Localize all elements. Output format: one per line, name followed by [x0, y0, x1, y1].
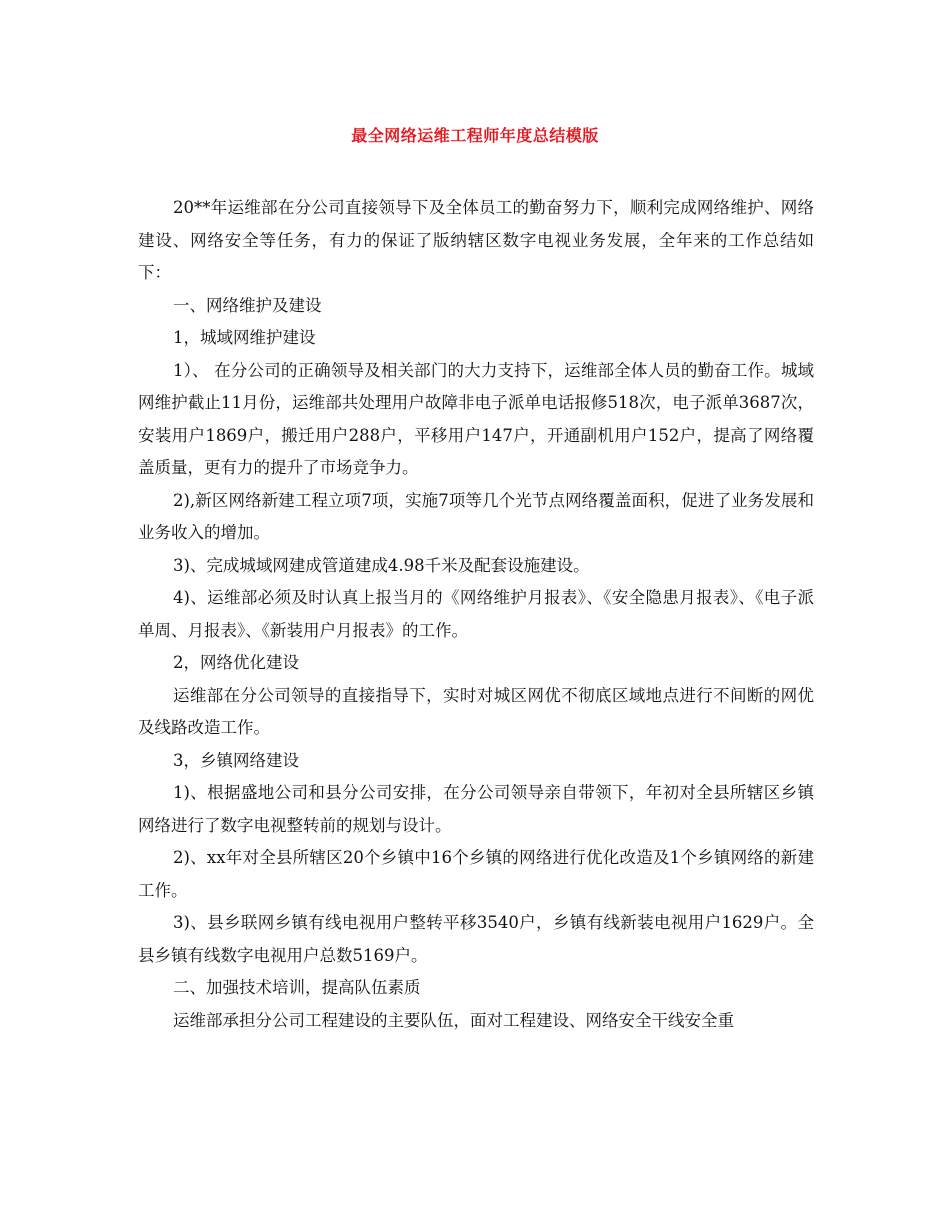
heading-subsection-1: 1，城域网维护建设 [173, 328, 316, 347]
paragraph-item-1-1: 1）、 在分公司的正确领导及相关部门的大力支持下，运维部全体人员的勤奋工作。城域网维护截止11月份，运维部共处理用户故障非电子派单电话报修518次，电子派单3687次，安装用户1869户，搬迁用户288户，平移用户147户，开通副机用户152户，提高了网络覆盖质量，更有力的提升了市场竞争力。 [138, 360, 814, 477]
paragraph-item-1-4: 4)、运维部必须及时认真上报当月的《网络维护月报表》、《安全隐患月报表》、《电子派单周、月报表》、《新装用户月报表》的工作。 [138, 588, 814, 640]
paragraph-item-1-2: 2),新区网络新建工程立项7项，实施7项等几个光节点网络覆盖面积，促进了业务发展和业务收入的增加。 [138, 490, 814, 542]
heading-subsection-3: 3，乡镇网络建设 [173, 750, 299, 770]
paragraph-intro: 20**年运维部在分公司直接领导下及全体员工的勤奋努力下，顺利完成网络维护、网络建设、网络安全等任务，有力的保证了版纳辖区数字电视业务发展，全年来的工作总结如下： [138, 198, 814, 282]
paragraph-item-3-2: 2)、xx年对全县所辖区20个乡镇中16个乡镇的网络进行优化改造及1个乡镇网络的新建工作。 [138, 848, 814, 900]
paragraph-network-optimization: 运维部在分公司领导的直接指导下，实时对城区网优不彻底区域地点进行不间断的网优及线路改造工作。 [138, 685, 814, 737]
heading-section-1: 一、网络维护及建设 [173, 295, 322, 315]
paragraph-item-3-1: 1)、根据盛地公司和县分公司安排，在分公司领导亲自带领下，年初对全县所辖区乡镇网络进行了数字电视整转前的规划与设计。 [138, 783, 814, 835]
document-body [138, 192, 814, 1037]
paragraph-item-3-3: 3)、县乡联网乡镇有线电视用户整转平移3540户，乡镇有线新装电视用户1629户。全县乡镇有线数字电视用户总数5169户。 [138, 913, 814, 965]
heading-subsection-2: 2，网络优化建设 [173, 653, 299, 672]
document-title: 最全网络运维工程师年度总结模版 [351, 126, 599, 145]
paragraph-training: 运维部承担分公司工程建设的主要队伍，面对工程建设、网络安全干线安全重 [173, 1010, 734, 1030]
heading-section-2: 二、加强技术培训，提高队伍素质 [173, 978, 421, 997]
paragraph-item-1-3: 3)、完成城域网建成管道建成4.98千米及配套设施建设。 [173, 555, 590, 575]
